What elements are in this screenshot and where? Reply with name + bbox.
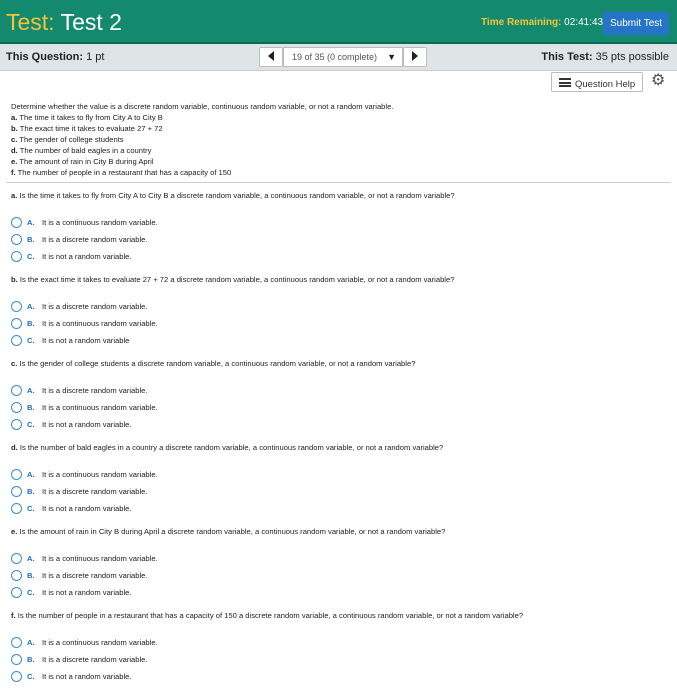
stem-intro: Determine whether the value is a discrete random variable, continuous random variable, or not a random variable. <box>11 102 394 111</box>
radio-button[interactable] <box>11 301 22 312</box>
caret-down-icon: ▼ <box>387 52 396 62</box>
this-question-label: This Question: <box>6 51 83 63</box>
stem-item: b. The exact time it takes to evaluate 27 + 72 <box>11 124 163 133</box>
this-question <box>6 51 104 63</box>
stem-item: e. The amount of rain in City B during April <box>11 157 154 166</box>
radio-button[interactable] <box>11 385 22 396</box>
radio-button[interactable] <box>11 234 22 245</box>
stem-item: a. The time it takes to fly from City A to City B <box>11 113 163 122</box>
stem-item: d. The number of bald eagles in a country <box>11 146 152 155</box>
radio-button[interactable] <box>11 553 22 564</box>
radio-button[interactable] <box>11 671 22 682</box>
question-info-bar <box>0 44 677 71</box>
radio-button[interactable] <box>11 570 22 581</box>
timer-label: Time Remaining: <box>481 17 562 28</box>
part-d-question: d. Is the number of bald eagles in a country a discrete random variable, a continuous random variable, or not a random variable? <box>11 443 444 452</box>
radio-button[interactable] <box>11 419 22 430</box>
submit-test-button[interactable]: Submit Test <box>603 12 669 35</box>
radio-button[interactable] <box>11 469 22 480</box>
part-c-question: c. Is the gender of college students a discrete random variable, a continuous random variable, or not a random variable? <box>11 359 416 368</box>
test-name: Test 2 <box>60 9 122 35</box>
this-test <box>541 51 669 63</box>
question-select-value: 19 of 35 (0 complete) <box>292 52 378 62</box>
arrow-right-icon <box>412 51 418 61</box>
gear-icon[interactable]: ⚙ <box>651 72 666 89</box>
next-question-button[interactable] <box>403 47 427 67</box>
question-help-label: Question Help <box>575 78 636 90</box>
test-header <box>0 0 677 44</box>
this-test-points: 35 pts possible <box>595 51 669 63</box>
question-stem <box>11 101 661 178</box>
question-select[interactable] <box>283 47 403 67</box>
arrow-left-icon <box>268 51 274 61</box>
part-a-question: a. Is the time it takes to fly from City A to City B a discrete random variable, a continuous random variable, or not a random variable? <box>11 191 455 200</box>
stem-item: c. The gender of college students <box>11 135 124 144</box>
divider <box>6 182 671 183</box>
radio-button[interactable] <box>11 402 22 413</box>
part-f-question: f. Is the number of people in a restaurant that has a capacity of 150 a discrete random variable, a continuous random variable, or not a random variable? <box>11 611 524 620</box>
question-help-button[interactable] <box>551 72 643 92</box>
part-e-question: e. Is the amount of rain in City B during April a discrete random variable, a continuous random variable, or not a random variable? <box>11 527 446 536</box>
radio-button[interactable] <box>11 637 22 648</box>
time-remaining <box>481 17 603 28</box>
this-question-points: 1 pt <box>86 51 105 63</box>
title-label: Test: <box>6 9 55 35</box>
radio-button[interactable] <box>11 251 22 262</box>
list-icon <box>559 78 571 87</box>
radio-button[interactable] <box>11 318 22 329</box>
this-test-label: This Test: <box>541 51 593 63</box>
radio-button[interactable] <box>11 486 22 497</box>
radio-button[interactable] <box>11 654 22 665</box>
stem-item: f. The number of people in a restaurant that has a capacity of 150 <box>11 168 232 177</box>
radio-button[interactable] <box>11 587 22 598</box>
radio-button[interactable] <box>11 335 22 346</box>
previous-question-button[interactable] <box>259 47 283 67</box>
radio-button[interactable] <box>11 503 22 514</box>
radio-button[interactable] <box>11 217 22 228</box>
test-title <box>6 9 122 36</box>
part-b-question: b. Is the exact time it takes to evaluate 27 + 72 a discrete random variable, a continuous random variable, or not a random variable? <box>11 275 455 284</box>
timer-value: 02:41:43 <box>564 17 604 28</box>
